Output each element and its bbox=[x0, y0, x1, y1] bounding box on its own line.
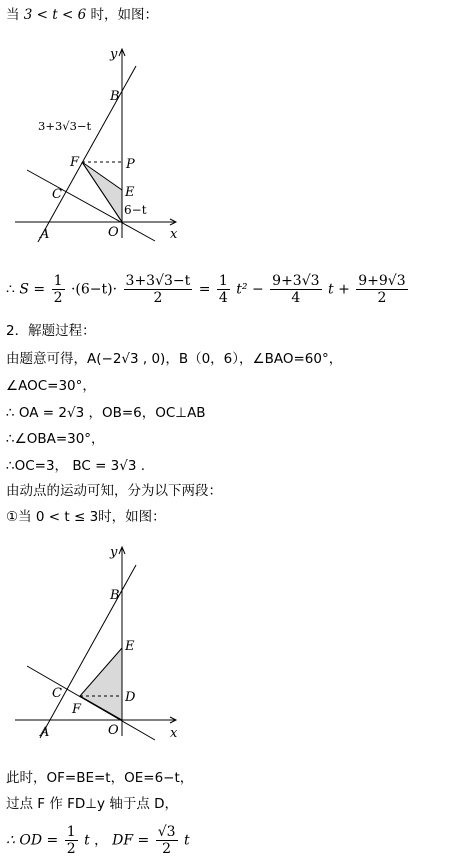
frac-den: 4 bbox=[218, 290, 228, 306]
heading-condition: 3 < t < 6 bbox=[23, 7, 87, 23]
fraction-quarter bbox=[217, 273, 230, 306]
fraction-c3 bbox=[356, 273, 407, 306]
frac-num: √3 bbox=[157, 824, 176, 840]
heading-suffix: 时，如图： bbox=[90, 7, 158, 23]
frac-num: 3+3√3−t bbox=[125, 273, 191, 289]
solution-line-1: 由题意可得，A(−2√3 , 0)，B（0，6），∠BAO=60°， bbox=[6, 351, 343, 367]
label-x: x bbox=[170, 227, 178, 242]
label-y: y bbox=[110, 47, 118, 62]
label-a: A bbox=[40, 725, 50, 740]
label-f: F bbox=[72, 702, 82, 717]
label-c: C bbox=[52, 686, 62, 701]
therefore-symbol: ∴ bbox=[6, 281, 15, 298]
case2-heading bbox=[6, 6, 158, 24]
fraction-c2 bbox=[270, 273, 321, 306]
conclusion-line-1: 此时，OF=BE=t，OE=6−t， bbox=[6, 770, 194, 786]
frac-den: 2 bbox=[162, 841, 172, 857]
minus-sign: − bbox=[251, 281, 264, 298]
t-plus: t + bbox=[328, 281, 350, 298]
equals-sign: = bbox=[198, 281, 211, 298]
conclusion-line-2: 过点 F 作 FD⊥y 轴于点 D， bbox=[6, 796, 179, 812]
label-d: D bbox=[125, 690, 136, 705]
conclusion-line-3 bbox=[6, 824, 190, 857]
label-o: O bbox=[108, 723, 119, 738]
frac-num: 9+3√3 bbox=[272, 273, 320, 289]
df-lhs: DF = bbox=[112, 832, 150, 849]
fraction-big bbox=[124, 273, 193, 306]
label-e: E bbox=[125, 639, 135, 654]
frac-num: 9+9√3 bbox=[358, 273, 406, 289]
label-bf-length: 3+3√3−t bbox=[38, 119, 92, 133]
frac-den: 2 bbox=[153, 290, 163, 306]
label-e: E bbox=[125, 185, 135, 200]
solution-title: 2．解题过程： bbox=[6, 323, 96, 339]
label-c: C bbox=[52, 187, 62, 202]
solution-line-5: ∴OC=3， BC = 3√3 . bbox=[6, 458, 146, 474]
df-var: t bbox=[183, 832, 190, 849]
label-b: B bbox=[110, 588, 120, 603]
solution-line-4: ∴∠OBA=30°， bbox=[6, 431, 105, 447]
frac-den: 4 bbox=[291, 290, 301, 306]
fraction-df bbox=[156, 824, 178, 857]
area-formula bbox=[6, 273, 410, 306]
solution-line-6: 由动点的运动可知，分为以下两段： bbox=[6, 483, 222, 499]
label-y: y bbox=[110, 545, 118, 560]
label-x: x bbox=[170, 726, 178, 741]
figure-1 bbox=[0, 38, 200, 248]
od-lhs: ∴ OD = bbox=[6, 832, 59, 849]
fraction-half bbox=[52, 273, 65, 306]
solution-line-3: ∴ OA = 2√3 ，OB=6，OC⊥AB bbox=[6, 405, 206, 421]
label-a: A bbox=[40, 227, 50, 242]
frac-num: 1 bbox=[218, 273, 228, 289]
label-o: O bbox=[108, 225, 119, 240]
label-f: F bbox=[70, 155, 80, 170]
od-var: t bbox=[84, 832, 90, 849]
figure-2 bbox=[0, 540, 200, 750]
t-squared: t² bbox=[236, 281, 248, 298]
label-oe-length: 6−t bbox=[124, 203, 147, 217]
solution-line-2: ∠AOC=30°， bbox=[6, 378, 96, 394]
frac-den: 2 bbox=[66, 841, 76, 857]
separator: ， bbox=[94, 832, 108, 849]
fraction-od bbox=[65, 824, 78, 857]
label-p: P bbox=[126, 157, 135, 172]
label-b: B bbox=[110, 89, 120, 104]
case1-heading: ①当 0 < t ≤ 3时，如图： bbox=[6, 509, 166, 525]
frac-den: 2 bbox=[377, 290, 387, 306]
dot-term: ·(6−t)· bbox=[70, 281, 118, 298]
formula-lhs: S = bbox=[19, 281, 46, 298]
frac-den: 2 bbox=[53, 290, 63, 306]
frac-num: 1 bbox=[66, 824, 76, 840]
frac-num: 1 bbox=[53, 273, 63, 289]
heading-prefix: 当 bbox=[6, 7, 20, 23]
